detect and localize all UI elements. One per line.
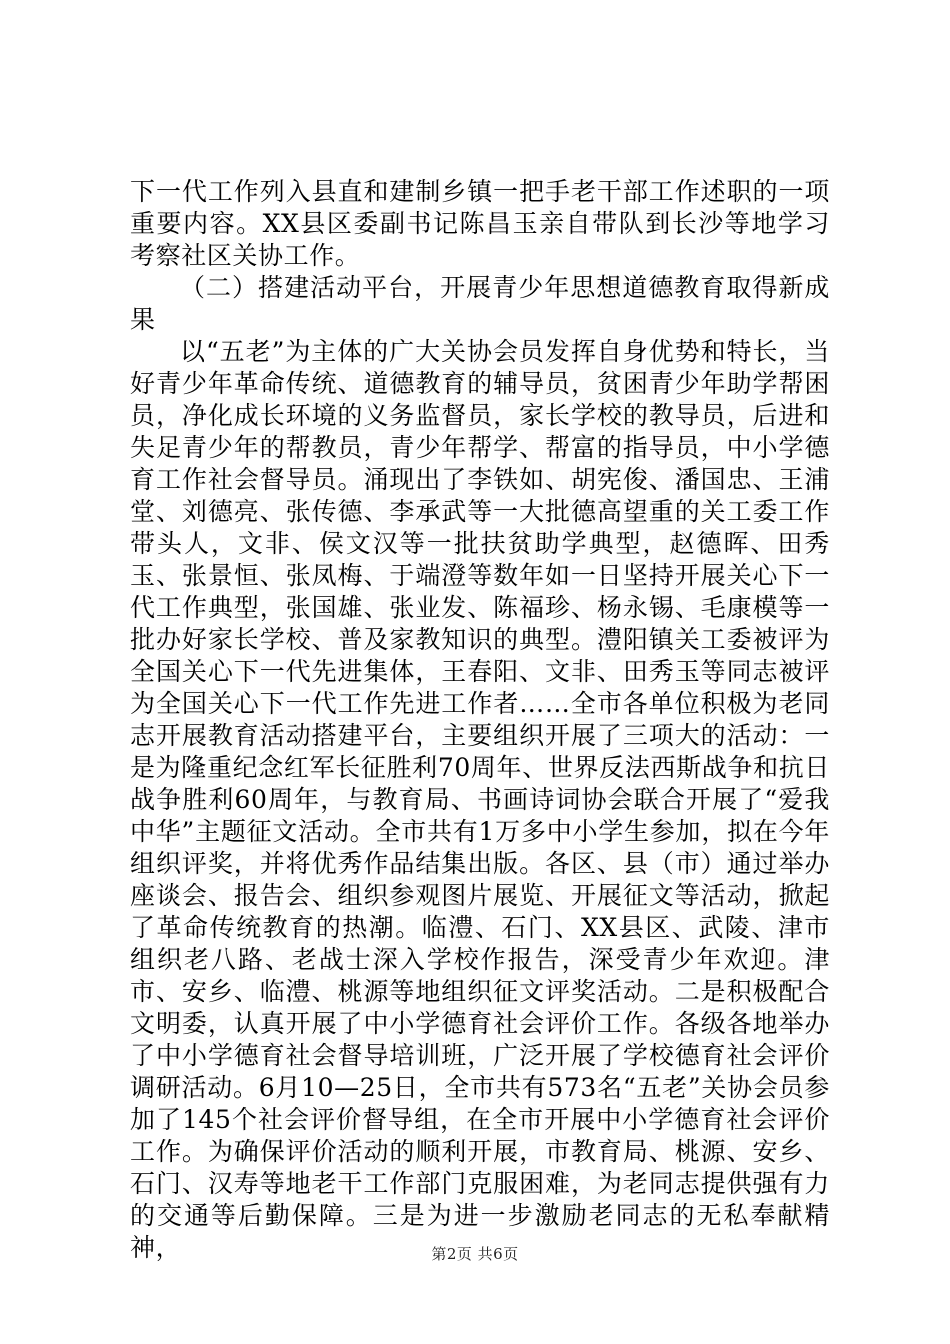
page-footer: 第2页 共6页 <box>431 1245 519 1263</box>
paragraph-body: 以“五老”为主体的广大关协会员发挥自身优势和特长，当好青少年革命传统、道德教育的辅导员，贫困青少年助学帮困员，净化成长环境的义务监督员，家长学校的教导员，后进和失足青少年的帮教员，青少年帮学、帮富的指导员，中小学德育工作社会督导员。涌现出了李铁如、胡宪俊、潘国忠、王浦堂、刘德亮、张传德、李承武等一大批德高望重的关工委工作带头人，文非、侯文汉等一批扶贫助学典型，赵德晖、田秀玉、张景恒、张凤梅、于端澄等数年如一日坚持开展关心下一代工作典型，张国雄、张业发、陈福珍、杨永锡、毛康模等一批办好家长学校、普及家教知识的典型。澧阳镇关工委被评为全国关心下一代先进集体，王春阳、文非、田秀玉等同志被评为全国关心下一代工作先进工作者……全市各单位积极为老同志开展教育活动搭建平台，主要组织开展了三项大的活动：一是为隆重纪念红军长征胜利70周年、世界反法西斯战争和抗日战争胜利60周年，与教育局、书画诗词协会联合开展了“爱我中华”主题征文活动。全市共有1万多中小学生参加，拟在今年组织评奖，并将优秀作品结集出版。各区、县（市）通过举办座谈会、报告会、组织参观图片展览、开展征文等活动，掀起了革命传统教育的热潮。临澧、石门、XX县区、武陵、津市组织老八路、老战士深入学校作报告，深受青少年欢迎。津市、安乡、临澧、桃源等地组织征文评奖活动。二是积极配合文明委，认真开展了中小学德育社会评价工作。各级各地举办了中小学德育社会督导培训班，广泛开展了学校德育社会评价调研活动。6月10—25日，全市共有573名“五老”关协会员参加了145个社会评价督导组，在全市开展中小学德育社会评价工作。为确保评价活动的顺利开展，市教育局、桃源、安乡、石门、汉寿等地老干工作部门克服困难，为老同志提供强有力的交通等后勤保障。三是为进一步激励老同志的无私奉献精神， <box>130 337 830 1262</box>
paragraph-continuation: 下一代工作列入县直和建制乡镇一把手老干部工作述职的一项重要内容。XX县区委副书记陈昌玉亲自带队到长沙等地学习考察社区关协工作。 <box>130 177 830 270</box>
section-heading: （二）搭建活动平台，开展青少年思想道德教育取得新成果 <box>130 273 830 334</box>
document-body <box>130 176 830 1264</box>
